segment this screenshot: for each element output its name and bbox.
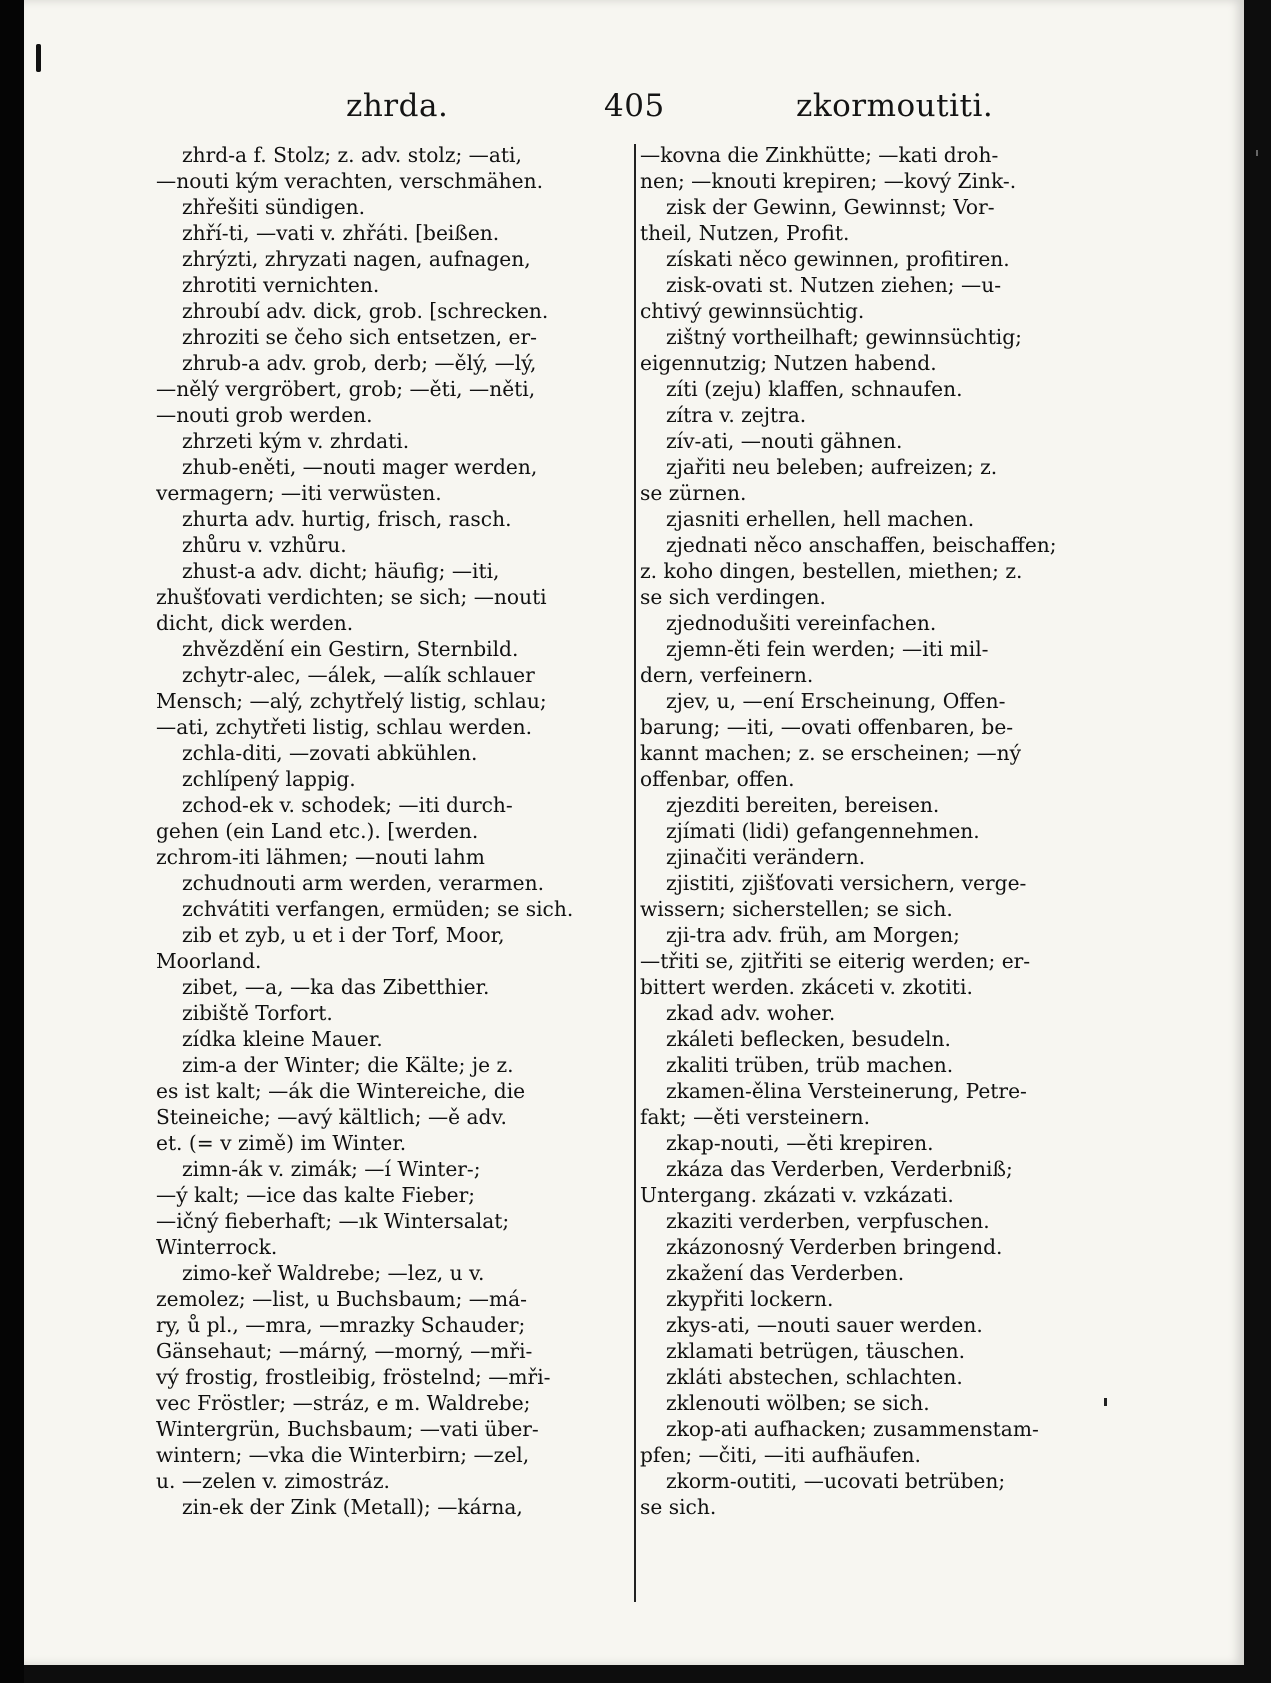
dictionary-line: zchudnouti arm werden, verarmen. [182, 871, 545, 895]
dictionary-line: et. (= v zimě) im Winter. [156, 1131, 407, 1155]
dictionary-line: eigennutzig; Nutzen habend. [640, 351, 937, 375]
dictionary-line: pfen; —čiti, —iti aufhäufen. [640, 1443, 921, 1467]
scan-edge [0, 0, 24, 1683]
dictionary-line: se zürnen. [640, 481, 747, 505]
dictionary-line: zhůru v. vzhůru. [182, 533, 347, 557]
dictionary-line: zhří-ti, —vati v. zhřáti. [beißen. [182, 221, 500, 245]
dictionary-line: zchytr-alec, —álek, —alík schlauer [182, 663, 535, 687]
dictionary-line: zhroubí adv. dick, grob. [schrecken. [182, 299, 549, 323]
dictionary-line: zkys-ati, —nouti sauer werden. [666, 1313, 983, 1337]
dictionary-line: zkaliti trüben, trüb machen. [666, 1053, 954, 1077]
dictionary-line: zchla-diti, —zovati abkühlen. [182, 741, 478, 765]
dictionary-page [24, 0, 1244, 1665]
dictionary-line: zjasniti erhellen, hell machen. [666, 507, 975, 531]
dictionary-line: zjednati něco anschaffen, beischaffen; [666, 533, 1057, 557]
dictionary-line: bittert werden. zkáceti v. zkotiti. [640, 975, 973, 999]
dictionary-line: zhrd-a f. Stolz; z. adv. stolz; —ati, [182, 143, 522, 167]
page-header [24, 88, 1244, 138]
left-headword: zhrda. [346, 88, 449, 124]
dictionary-line: zjemn-ěti fein werden; —iti mil- [666, 637, 989, 661]
dictionary-line: zhřešiti sündigen. [182, 195, 366, 219]
dictionary-line: —nouti grob werden. [156, 403, 373, 427]
stray-mark [1104, 1398, 1107, 1406]
dictionary-line: dern, verfeinern. [640, 663, 814, 687]
dictionary-line: zkamen-ělina Versteinerung, Petre- [666, 1079, 1027, 1103]
dictionary-line: barung; —iti, —ovati offenbaren, be- [640, 715, 1014, 739]
dictionary-line: zjev, u, —ení Erscheinung, Offen- [666, 689, 1006, 713]
dictionary-line: Steineiche; —avý kältlich; —ě adv. [156, 1105, 507, 1129]
dictionary-line: se sich. [640, 1495, 717, 1519]
dictionary-line: vec Fröstler; —stráz, e m. Waldrebe; [156, 1391, 531, 1415]
dictionary-line: —kovna die Zinkhütte; —kati droh- [640, 143, 999, 167]
dictionary-line: fakt; —ěti versteinern. [640, 1105, 871, 1129]
dictionary-line: —nouti kým verachten, verschmähen. [156, 169, 543, 193]
dictionary-line: zjímati (lidi) gefangennehmen. [666, 819, 980, 843]
dictionary-line: wintern; —vka die Winterbirn; —zel, [156, 1443, 530, 1467]
dictionary-line: zimn-ák v. zimák; —í Winter-; [182, 1157, 481, 1181]
dictionary-line: zim-a der Winter; die Kälte; je z. [182, 1053, 514, 1077]
stray-mark [1256, 150, 1258, 156]
dictionary-line: —ičný fieberhaft; —ık Wintersalat; [156, 1209, 510, 1233]
dictionary-line: zjařiti neu beleben; aufreizen; z. [666, 455, 998, 479]
dictionary-line: zemolez; —list, u Buchsbaum; —má- [156, 1287, 527, 1311]
dictionary-line: nen; —knouti krepiren; —kový Zink-. [640, 169, 1017, 193]
dictionary-line: zisk-ovati st. Nutzen ziehen; —u- [666, 273, 1002, 297]
dictionary-line: zhrub-a adv. grob, derb; —ělý, —lý, [182, 351, 537, 375]
dictionary-line: zkáleti beflecken, besudeln. [666, 1027, 951, 1051]
dictionary-line: zív-ati, —nouti gähnen. [666, 429, 903, 453]
dictionary-line: zištný vortheilhaft; gewinnsüchtig; [666, 325, 1022, 349]
dictionary-line: Wintergrün, Buchsbaum; —vati über- [156, 1417, 539, 1441]
dictionary-line: zhub-eněti, —nouti mager werden, [182, 455, 538, 479]
dictionary-line: wissern; sicherstellen; se sich. [640, 897, 953, 921]
dictionary-line: zkap-nouti, —ěti krepiren. [666, 1131, 934, 1155]
dictionary-line: zchlípený lappig. [182, 767, 356, 791]
dictionary-line: zklamati betrügen, täuschen. [666, 1339, 966, 1363]
dictionary-line: u. —zelen v. zimostráz. [156, 1469, 390, 1493]
dictionary-line: zkáza das Verderben, Verderbniß; [666, 1157, 1013, 1181]
dictionary-line: zkaziti verderben, verpfuschen. [666, 1209, 990, 1233]
dictionary-line: zkad adv. woher. [666, 1001, 836, 1025]
dictionary-line: získati něco gewinnen, profitiren. [666, 247, 1010, 271]
dictionary-line: vermagern; —iti verwüsten. [156, 481, 442, 505]
dictionary-line: zjistiti, zjišťovati versichern, verge- [666, 871, 1027, 895]
dictionary-line: kannt machen; z. se erscheinen; —ný [640, 741, 1022, 765]
dictionary-line: es ist kalt; —ák die Wintereiche, die [156, 1079, 526, 1103]
dictionary-line: zin-ek der Zink (Metall); —kárna, [182, 1495, 523, 1519]
dictionary-line: offenbar, offen. [640, 767, 795, 791]
dictionary-line: zhrzeti kým v. zhrdati. [182, 429, 410, 453]
dictionary-line: zkorm-outiti, —ucovati betrüben; [666, 1469, 1006, 1493]
dictionary-line: chtivý gewinnsüchtig. [640, 299, 865, 323]
dictionary-line: zkázonosný Verderben bringend. [666, 1235, 1003, 1259]
dictionary-line: vý frostig, frostleibig, fröstelnd; —mři- [156, 1365, 551, 1389]
dictionary-line: zisk der Gewinn, Gewinnst; Vor- [666, 195, 995, 219]
dictionary-line: zibet, —a, —ka das Zibetthier. [182, 975, 490, 999]
dictionary-line: zchvátiti verfangen, ermüden; se sich. [182, 897, 574, 921]
dictionary-line: zchrom-iti lähmen; —nouti lahm [156, 845, 485, 869]
dictionary-line: zib et zyb, u et i der Torf, Moor, [182, 923, 505, 947]
dictionary-line: —ý kalt; —ice das kalte Fieber; [156, 1183, 476, 1207]
dictionary-line: z. koho dingen, bestellen, miethen; z. [640, 559, 1023, 583]
dictionary-line: Winterrock. [156, 1235, 278, 1259]
dictionary-line: zimo-keř Waldrebe; —lez, u v. [182, 1261, 485, 1285]
dictionary-line: zibiště Torfort. [182, 1001, 333, 1025]
dictionary-line: —třiti se, zjitřiti se eiterig werden; er- [640, 949, 1031, 973]
dictionary-line: zídka kleine Mauer. [182, 1027, 383, 1051]
dictionary-line: zhroziti se čeho sich entsetzen, er- [182, 325, 537, 349]
dictionary-line: ry, ů pl., —mra, —mrazky Schauder; [156, 1313, 526, 1337]
dictionary-line: zhrotiti vernichten. [182, 273, 380, 297]
dictionary-line: zhvězdění ein Gestirn, Sternbild. [182, 637, 519, 661]
dictionary-line: zkypřiti lockern. [666, 1287, 834, 1311]
dictionary-line: zhušťovati verdichten; se sich; —nouti [156, 585, 547, 609]
dictionary-line: zkláti abstechen, schlachten. [666, 1365, 963, 1389]
page-mark [36, 44, 41, 72]
dictionary-line: zjednodušiti vereinfachen. [666, 611, 937, 635]
dictionary-line: zhurta adv. hurtig, frisch, rasch. [182, 507, 512, 531]
dictionary-line: theil, Nutzen, Profit. [640, 221, 850, 245]
right-column [640, 142, 1110, 1520]
dictionary-line: Mensch; —alý, zchytřelý listig, schlau; [156, 689, 547, 713]
dictionary-line: zkop-ati aufhacken; zusammenstam- [666, 1417, 1039, 1441]
dictionary-line: zji-tra adv. früh, am Morgen; [666, 923, 960, 947]
page-number: 405 [604, 88, 665, 124]
dictionary-line: —nělý vergröbert, grob; —ěti, —něti, [156, 377, 536, 401]
dictionary-line: Untergang. zkázati v. vzkázati. [640, 1183, 954, 1207]
dictionary-line: —ati, zchytřeti listig, schlau werden. [156, 715, 533, 739]
right-headword: zkormoutiti. [796, 88, 994, 124]
dictionary-line: zkažení das Verderben. [666, 1261, 905, 1285]
dictionary-line: zklenouti wölben; se sich. [666, 1391, 930, 1415]
dictionary-line: zítra v. zejtra. [666, 403, 807, 427]
dictionary-line: zíti (zeju) klaffen, schnaufen. [666, 377, 963, 401]
dictionary-line: Gänsehaut; —márný, —morný, —mři- [156, 1339, 533, 1363]
column-divider [634, 144, 636, 1602]
dictionary-line: zhrýzti, zhryzati nagen, aufnagen, [182, 247, 531, 271]
dictionary-line: zjinačiti verändern. [666, 845, 866, 869]
dictionary-line: Moorland. [156, 949, 262, 973]
dictionary-line: se sich verdingen. [640, 585, 826, 609]
dictionary-line: zhust-a adv. dicht; häufig; —iti, [182, 559, 500, 583]
left-column [156, 142, 626, 1520]
dictionary-line: zjezditi bereiten, bereisen. [666, 793, 940, 817]
dictionary-line: dicht, dick werden. [156, 611, 354, 635]
dictionary-line: gehen (ein Land etc.). [werden. [156, 819, 479, 843]
dictionary-line: zchod-ek v. schodek; —iti durch- [182, 793, 513, 817]
